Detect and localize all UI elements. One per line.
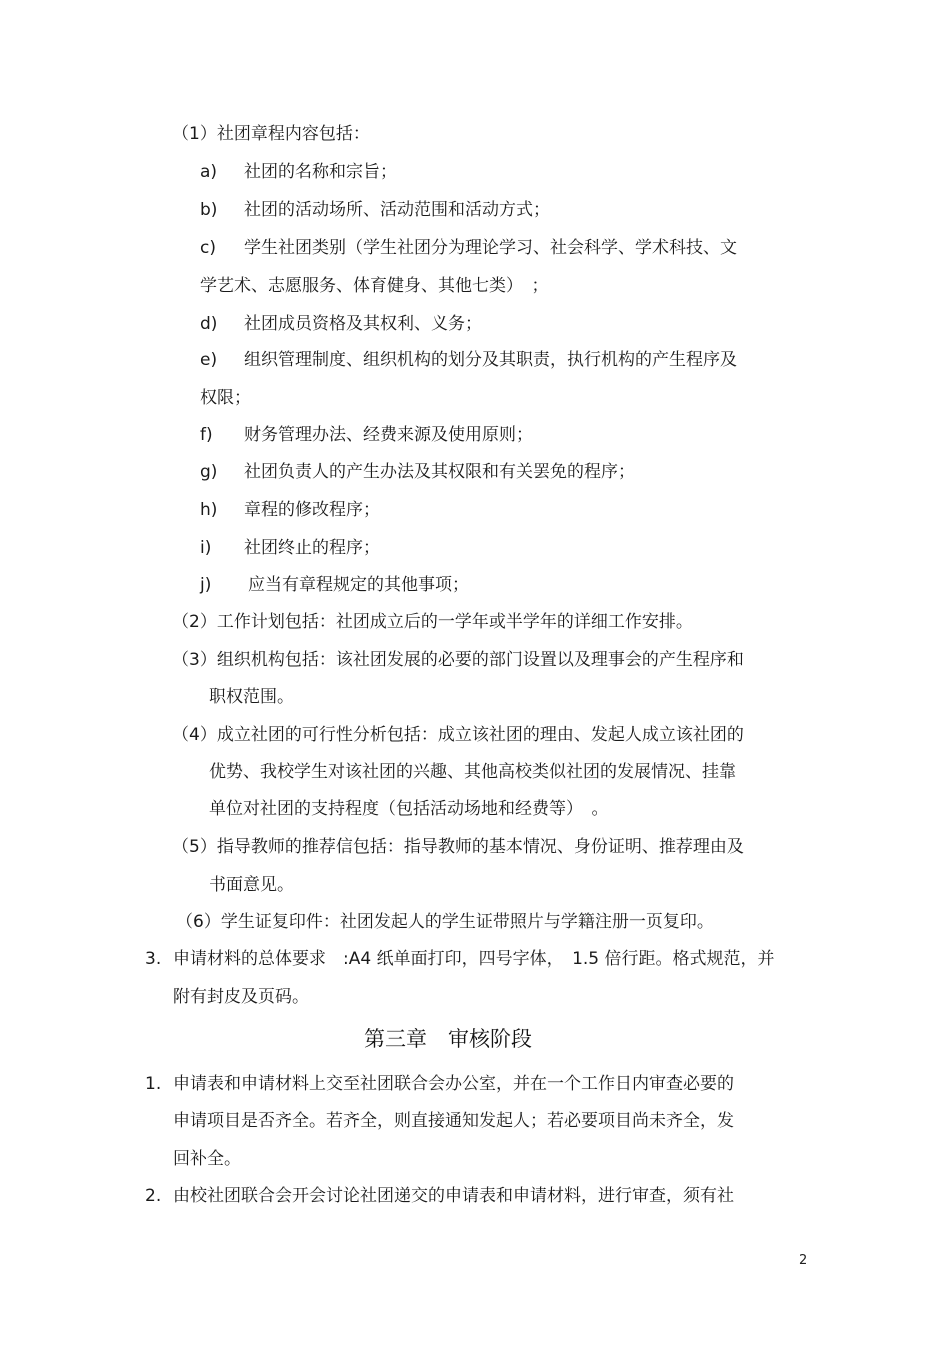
- list-item: [200, 199, 550, 221]
- item-label: c): [200, 238, 216, 258]
- item-text: 成立社团的可行性分析包括：成立该社团的理由、发起人成立该社团的: [216, 725, 744, 745]
- item-text: 申请项目是否齐全。若齐全，则直接通知发起人；若必要项目尚未齐全，发: [173, 1111, 734, 1131]
- item-label: h): [200, 500, 218, 520]
- list-item-continuation: [173, 1148, 241, 1170]
- item-text: 社团负责人的产生办法及其权限和有关罢免的程序；: [244, 462, 635, 482]
- chapter-heading: 第三章 审核阶段: [364, 1027, 532, 1051]
- list-item-continuation: [200, 275, 549, 297]
- list-item: [176, 911, 714, 933]
- list-item-continuation: [200, 387, 251, 409]
- item-text: 应当有章程规定的其他事项；: [248, 575, 469, 595]
- list-item: [172, 611, 693, 633]
- list-item-continuation: [173, 986, 309, 1008]
- item-label: j): [200, 575, 212, 595]
- item-text: 社团成员资格及其权利、义务；: [244, 314, 482, 334]
- item-text: 申请表和申请材料上交至社团联合会办公室，并在一个工作日内审查必要的: [173, 1074, 734, 1094]
- item-label: （4）: [172, 725, 217, 745]
- item-text: 工作计划包括：社团成立后的一学年或半学年的详细工作安排。: [216, 612, 693, 632]
- item-text: 申请材料的总体要求 :A4 纸单面打印，四号字体， 1.5 倍行距。格式规范，并: [173, 949, 775, 969]
- item-label: a): [200, 162, 218, 182]
- item-label: （2）: [172, 612, 217, 632]
- item-text: 优势、我校学生对该社团的兴趣、其他高校类似社团的发展情况、挂靠: [209, 762, 736, 782]
- item-label: （6）: [176, 912, 221, 932]
- item-label: （1）: [172, 124, 217, 144]
- list-item-continuation: [173, 1110, 734, 1132]
- item-text: 单位对社团的支持程度（包括活动场地和经费等） 。: [209, 799, 609, 819]
- item-text: 附有封皮及页码。: [173, 987, 309, 1007]
- list-item-continuation: [209, 798, 609, 820]
- item-label: b): [200, 200, 218, 220]
- item-text: 组织管理制度、组织机构的划分及其职责，执行机构的产生程序及: [244, 350, 737, 370]
- item-text: 社团终止的程序；: [244, 538, 380, 558]
- item-label: 1.: [145, 1074, 162, 1094]
- list-item: [200, 499, 380, 521]
- item-text: 书面意见。: [209, 875, 294, 895]
- item-label: （3）: [172, 650, 217, 670]
- list-item: [172, 836, 744, 858]
- item-label: （5）: [172, 837, 217, 857]
- list-item: [200, 161, 397, 183]
- item-label: f): [200, 425, 213, 445]
- page-number: 2: [799, 1253, 808, 1268]
- list-item: [200, 537, 380, 559]
- item-label: 3.: [145, 949, 162, 969]
- list-item: [200, 424, 533, 446]
- item-text: 社团章程内容包括：: [216, 124, 370, 144]
- item-text: 组织机构包括：该社团发展的必要的部门设置以及理事会的产生程序和: [216, 650, 744, 670]
- list-item: [200, 313, 482, 335]
- item-text: 社团的名称和宗旨；: [244, 162, 397, 182]
- item-text: 学生社团类别（学生社团分为理论学习、社会科学、学术科技、文: [244, 238, 737, 258]
- list-item: [145, 948, 775, 970]
- item-text: 职权范围。: [209, 687, 294, 707]
- item-text: 财务管理办法、经费来源及使用原则；: [244, 425, 533, 445]
- item-text: 学艺术、志愿服务、体育健身、其他七类） ；: [200, 276, 549, 296]
- list-item-continuation: [209, 686, 294, 708]
- list-item: [145, 1185, 734, 1207]
- item-text: 指导教师的推荐信包括：指导教师的基本情况、身份证明、推荐理由及: [216, 837, 744, 857]
- item-text: 社团的活动场所、活动范围和活动方式；: [244, 200, 550, 220]
- item-label: i): [200, 538, 212, 558]
- item-label: 2.: [145, 1186, 162, 1206]
- list-item-continuation: [209, 761, 736, 783]
- list-item: [145, 1073, 734, 1095]
- list-item: [200, 461, 635, 483]
- list-item: [200, 237, 737, 259]
- list-item: [172, 649, 744, 671]
- item-label: d): [200, 314, 218, 334]
- item-label: g): [200, 462, 218, 482]
- item-text: 回补全。: [173, 1149, 241, 1169]
- item-text: 由校社团联合会开会讨论社团递交的申请表和申请材料，进行审查，须有社: [173, 1186, 734, 1206]
- list-item: [200, 349, 737, 371]
- item-text: 权限；: [200, 388, 251, 408]
- item-text: 学生证复印件：社团发起人的学生证带照片与学籍注册一页复印。: [220, 912, 714, 932]
- list-item: [172, 123, 370, 145]
- item-label: e): [200, 350, 218, 370]
- item-text: 章程的修改程序；: [244, 500, 380, 520]
- list-item: [200, 574, 469, 596]
- list-item-continuation: [209, 874, 294, 896]
- list-item: [172, 724, 744, 746]
